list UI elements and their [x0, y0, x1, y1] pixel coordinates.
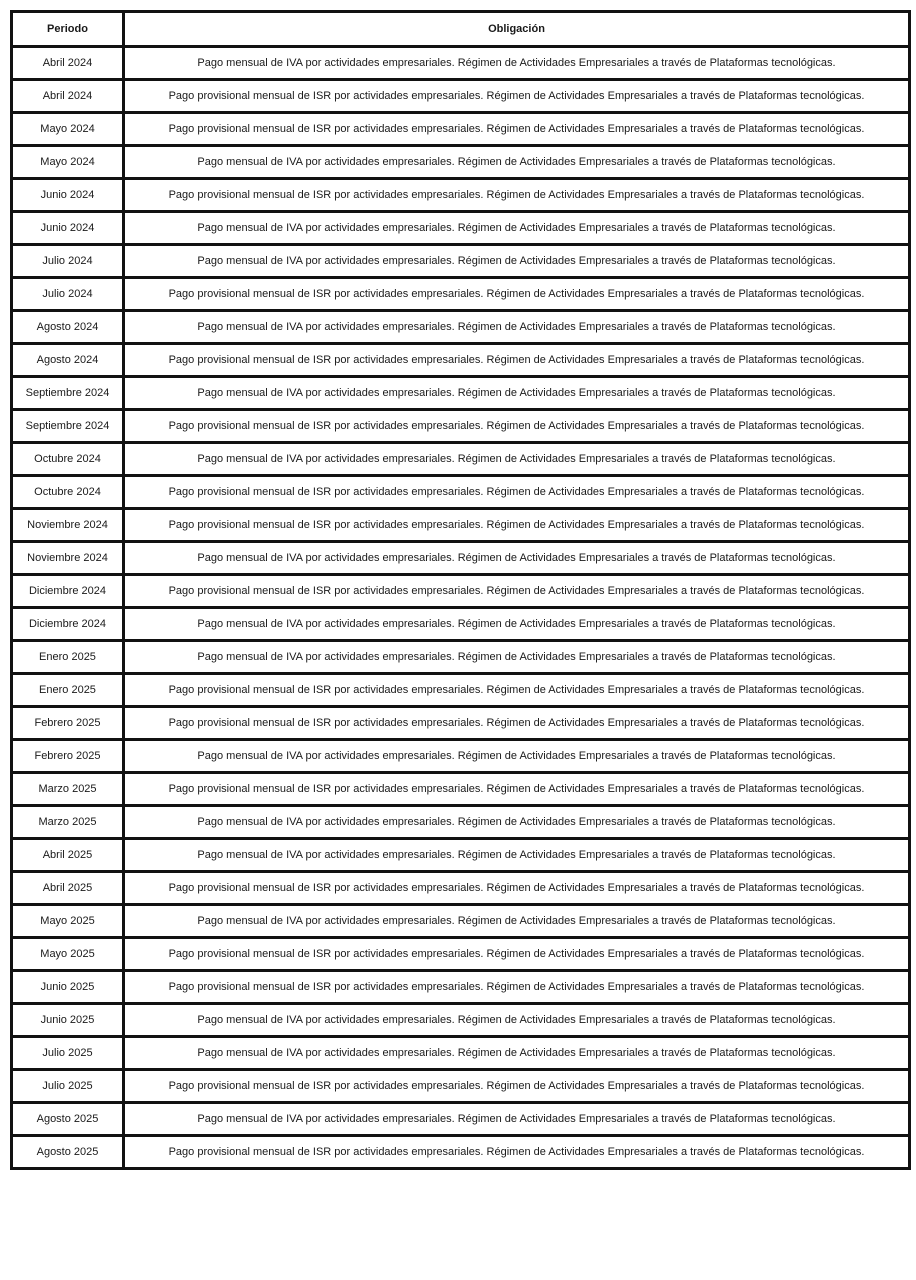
header-row — [12, 12, 910, 47]
header-periodo: Periodo — [12, 12, 124, 47]
cell-periodo: Mayo 2024 — [12, 146, 124, 179]
cell-obligacion: Pago mensual de IVA por actividades empresariales. Régimen de Actividades Empresariales a través de Plataformas tecnológicas. — [124, 146, 910, 179]
cell-periodo: Abril 2024 — [12, 80, 124, 113]
table-row — [12, 674, 910, 707]
cell-obligacion: Pago mensual de IVA por actividades empresariales. Régimen de Actividades Empresariales a través de Plataformas tecnológicas. — [124, 905, 910, 938]
cell-obligacion: Pago provisional mensual de ISR por actividades empresariales. Régimen de Actividades Empresariales a través de Plataformas tecnológicas. — [124, 80, 910, 113]
cell-obligacion: Pago provisional mensual de ISR por actividades empresariales. Régimen de Actividades Empresariales a través de Plataformas tecnológicas. — [124, 476, 910, 509]
table-row — [12, 113, 910, 146]
table-row — [12, 146, 910, 179]
cell-obligacion: Pago provisional mensual de ISR por actividades empresariales. Régimen de Actividades Empresariales a través de Plataformas tecnológicas. — [124, 674, 910, 707]
cell-periodo: Septiembre 2024 — [12, 410, 124, 443]
cell-obligacion: Pago provisional mensual de ISR por actividades empresariales. Régimen de Actividades Empresariales a través de Plataformas tecnológicas. — [124, 410, 910, 443]
table-row — [12, 1004, 910, 1037]
cell-periodo: Agosto 2025 — [12, 1103, 124, 1136]
header-obligacion: Obligación — [124, 12, 910, 47]
table-row — [12, 641, 910, 674]
cell-obligacion: Pago provisional mensual de ISR por actividades empresariales. Régimen de Actividades Empresariales a través de Plataformas tecnológicas. — [124, 179, 910, 212]
cell-obligacion: Pago mensual de IVA por actividades empresariales. Régimen de Actividades Empresariales a través de Plataformas tecnológicas. — [124, 839, 910, 872]
cell-periodo: Marzo 2025 — [12, 806, 124, 839]
cell-obligacion: Pago provisional mensual de ISR por actividades empresariales. Régimen de Actividades Empresariales a través de Plataformas tecnológicas. — [124, 278, 910, 311]
table-row — [12, 971, 910, 1004]
cell-obligacion: Pago mensual de IVA por actividades empresariales. Régimen de Actividades Empresariales a través de Plataformas tecnológicas. — [124, 443, 910, 476]
cell-periodo: Mayo 2025 — [12, 938, 124, 971]
cell-periodo: Junio 2025 — [12, 1004, 124, 1037]
cell-obligacion: Pago mensual de IVA por actividades empresariales. Régimen de Actividades Empresariales a través de Plataformas tecnológicas. — [124, 1004, 910, 1037]
cell-obligacion: Pago provisional mensual de ISR por actividades empresariales. Régimen de Actividades Empresariales a través de Plataformas tecnológicas. — [124, 938, 910, 971]
cell-obligacion: Pago mensual de IVA por actividades empresariales. Régimen de Actividades Empresariales a través de Plataformas tecnológicas. — [124, 542, 910, 575]
table-header — [12, 12, 910, 47]
table-row — [12, 1037, 910, 1070]
obligations-table-container — [10, 10, 908, 1170]
cell-periodo: Agosto 2025 — [12, 1136, 124, 1169]
cell-periodo: Julio 2024 — [12, 278, 124, 311]
cell-periodo: Julio 2025 — [12, 1037, 124, 1070]
obligations-table — [10, 10, 911, 1170]
table-row — [12, 509, 910, 542]
cell-obligacion: Pago provisional mensual de ISR por actividades empresariales. Régimen de Actividades Empresariales a través de Plataformas tecnológicas. — [124, 113, 910, 146]
table-row — [12, 311, 910, 344]
table-row — [12, 377, 910, 410]
table-row — [12, 773, 910, 806]
cell-obligacion: Pago provisional mensual de ISR por actividades empresariales. Régimen de Actividades Empresariales a través de Plataformas tecnológicas. — [124, 872, 910, 905]
cell-obligacion: Pago mensual de IVA por actividades empresariales. Régimen de Actividades Empresariales a través de Plataformas tecnológicas. — [124, 608, 910, 641]
cell-periodo: Junio 2025 — [12, 971, 124, 1004]
cell-obligacion: Pago mensual de IVA por actividades empresariales. Régimen de Actividades Empresariales a través de Plataformas tecnológicas. — [124, 47, 910, 80]
table-row — [12, 839, 910, 872]
table-row — [12, 575, 910, 608]
cell-obligacion: Pago provisional mensual de ISR por actividades empresariales. Régimen de Actividades Empresariales a través de Plataformas tecnológicas. — [124, 707, 910, 740]
table-row — [12, 80, 910, 113]
cell-obligacion: Pago mensual de IVA por actividades empresariales. Régimen de Actividades Empresariales a través de Plataformas tecnológicas. — [124, 245, 910, 278]
table-row — [12, 1136, 910, 1169]
cell-obligacion: Pago mensual de IVA por actividades empresariales. Régimen de Actividades Empresariales a través de Plataformas tecnológicas. — [124, 641, 910, 674]
cell-periodo: Mayo 2025 — [12, 905, 124, 938]
cell-obligacion: Pago mensual de IVA por actividades empresariales. Régimen de Actividades Empresariales a través de Plataformas tecnológicas. — [124, 212, 910, 245]
cell-periodo: Junio 2024 — [12, 212, 124, 245]
cell-obligacion: Pago provisional mensual de ISR por actividades empresariales. Régimen de Actividades Empresariales a través de Plataformas tecnológicas. — [124, 773, 910, 806]
table-row — [12, 608, 910, 641]
cell-obligacion: Pago mensual de IVA por actividades empresariales. Régimen de Actividades Empresariales a través de Plataformas tecnológicas. — [124, 1037, 910, 1070]
cell-obligacion: Pago mensual de IVA por actividades empresariales. Régimen de Actividades Empresariales a través de Plataformas tecnológicas. — [124, 740, 910, 773]
table-row — [12, 245, 910, 278]
cell-periodo: Septiembre 2024 — [12, 377, 124, 410]
cell-periodo: Abril 2025 — [12, 872, 124, 905]
table-row — [12, 212, 910, 245]
table-row — [12, 938, 910, 971]
cell-periodo: Febrero 2025 — [12, 707, 124, 740]
cell-obligacion: Pago mensual de IVA por actividades empresariales. Régimen de Actividades Empresariales a través de Plataformas tecnológicas. — [124, 311, 910, 344]
cell-obligacion: Pago provisional mensual de ISR por actividades empresariales. Régimen de Actividades Empresariales a través de Plataformas tecnológicas. — [124, 1136, 910, 1169]
cell-periodo: Julio 2024 — [12, 245, 124, 278]
cell-periodo: Abril 2025 — [12, 839, 124, 872]
cell-periodo: Agosto 2024 — [12, 344, 124, 377]
cell-obligacion: Pago provisional mensual de ISR por actividades empresariales. Régimen de Actividades Empresariales a través de Plataformas tecnológicas. — [124, 509, 910, 542]
table-row — [12, 740, 910, 773]
cell-periodo: Junio 2024 — [12, 179, 124, 212]
cell-periodo: Noviembre 2024 — [12, 542, 124, 575]
cell-periodo: Julio 2025 — [12, 1070, 124, 1103]
table-row — [12, 47, 910, 80]
cell-periodo: Octubre 2024 — [12, 443, 124, 476]
cell-obligacion: Pago provisional mensual de ISR por actividades empresariales. Régimen de Actividades Empresariales a través de Plataformas tecnológicas. — [124, 1070, 910, 1103]
table-row — [12, 1070, 910, 1103]
cell-periodo: Enero 2025 — [12, 674, 124, 707]
table-row — [12, 806, 910, 839]
table-row — [12, 905, 910, 938]
table-row — [12, 278, 910, 311]
cell-periodo: Octubre 2024 — [12, 476, 124, 509]
table-row — [12, 1103, 910, 1136]
cell-periodo: Diciembre 2024 — [12, 608, 124, 641]
cell-periodo: Agosto 2024 — [12, 311, 124, 344]
cell-obligacion: Pago mensual de IVA por actividades empresariales. Régimen de Actividades Empresariales a través de Plataformas tecnológicas. — [124, 806, 910, 839]
cell-periodo: Abril 2024 — [12, 47, 124, 80]
table-row — [12, 179, 910, 212]
table-row — [12, 410, 910, 443]
cell-periodo: Marzo 2025 — [12, 773, 124, 806]
cell-obligacion: Pago provisional mensual de ISR por actividades empresariales. Régimen de Actividades Empresariales a través de Plataformas tecnológicas. — [124, 575, 910, 608]
cell-obligacion: Pago mensual de IVA por actividades empresariales. Régimen de Actividades Empresariales a través de Plataformas tecnológicas. — [124, 1103, 910, 1136]
table-row — [12, 344, 910, 377]
cell-obligacion: Pago provisional mensual de ISR por actividades empresariales. Régimen de Actividades Empresariales a través de Plataformas tecnológicas. — [124, 971, 910, 1004]
cell-periodo: Diciembre 2024 — [12, 575, 124, 608]
cell-periodo: Febrero 2025 — [12, 740, 124, 773]
table-body — [12, 47, 910, 1169]
cell-periodo: Mayo 2024 — [12, 113, 124, 146]
table-row — [12, 872, 910, 905]
cell-periodo: Enero 2025 — [12, 641, 124, 674]
table-row — [12, 542, 910, 575]
table-row — [12, 707, 910, 740]
cell-periodo: Noviembre 2024 — [12, 509, 124, 542]
table-row — [12, 443, 910, 476]
cell-obligacion: Pago provisional mensual de ISR por actividades empresariales. Régimen de Actividades Empresariales a través de Plataformas tecnológicas. — [124, 344, 910, 377]
cell-obligacion: Pago mensual de IVA por actividades empresariales. Régimen de Actividades Empresariales a través de Plataformas tecnológicas. — [124, 377, 910, 410]
table-row — [12, 476, 910, 509]
